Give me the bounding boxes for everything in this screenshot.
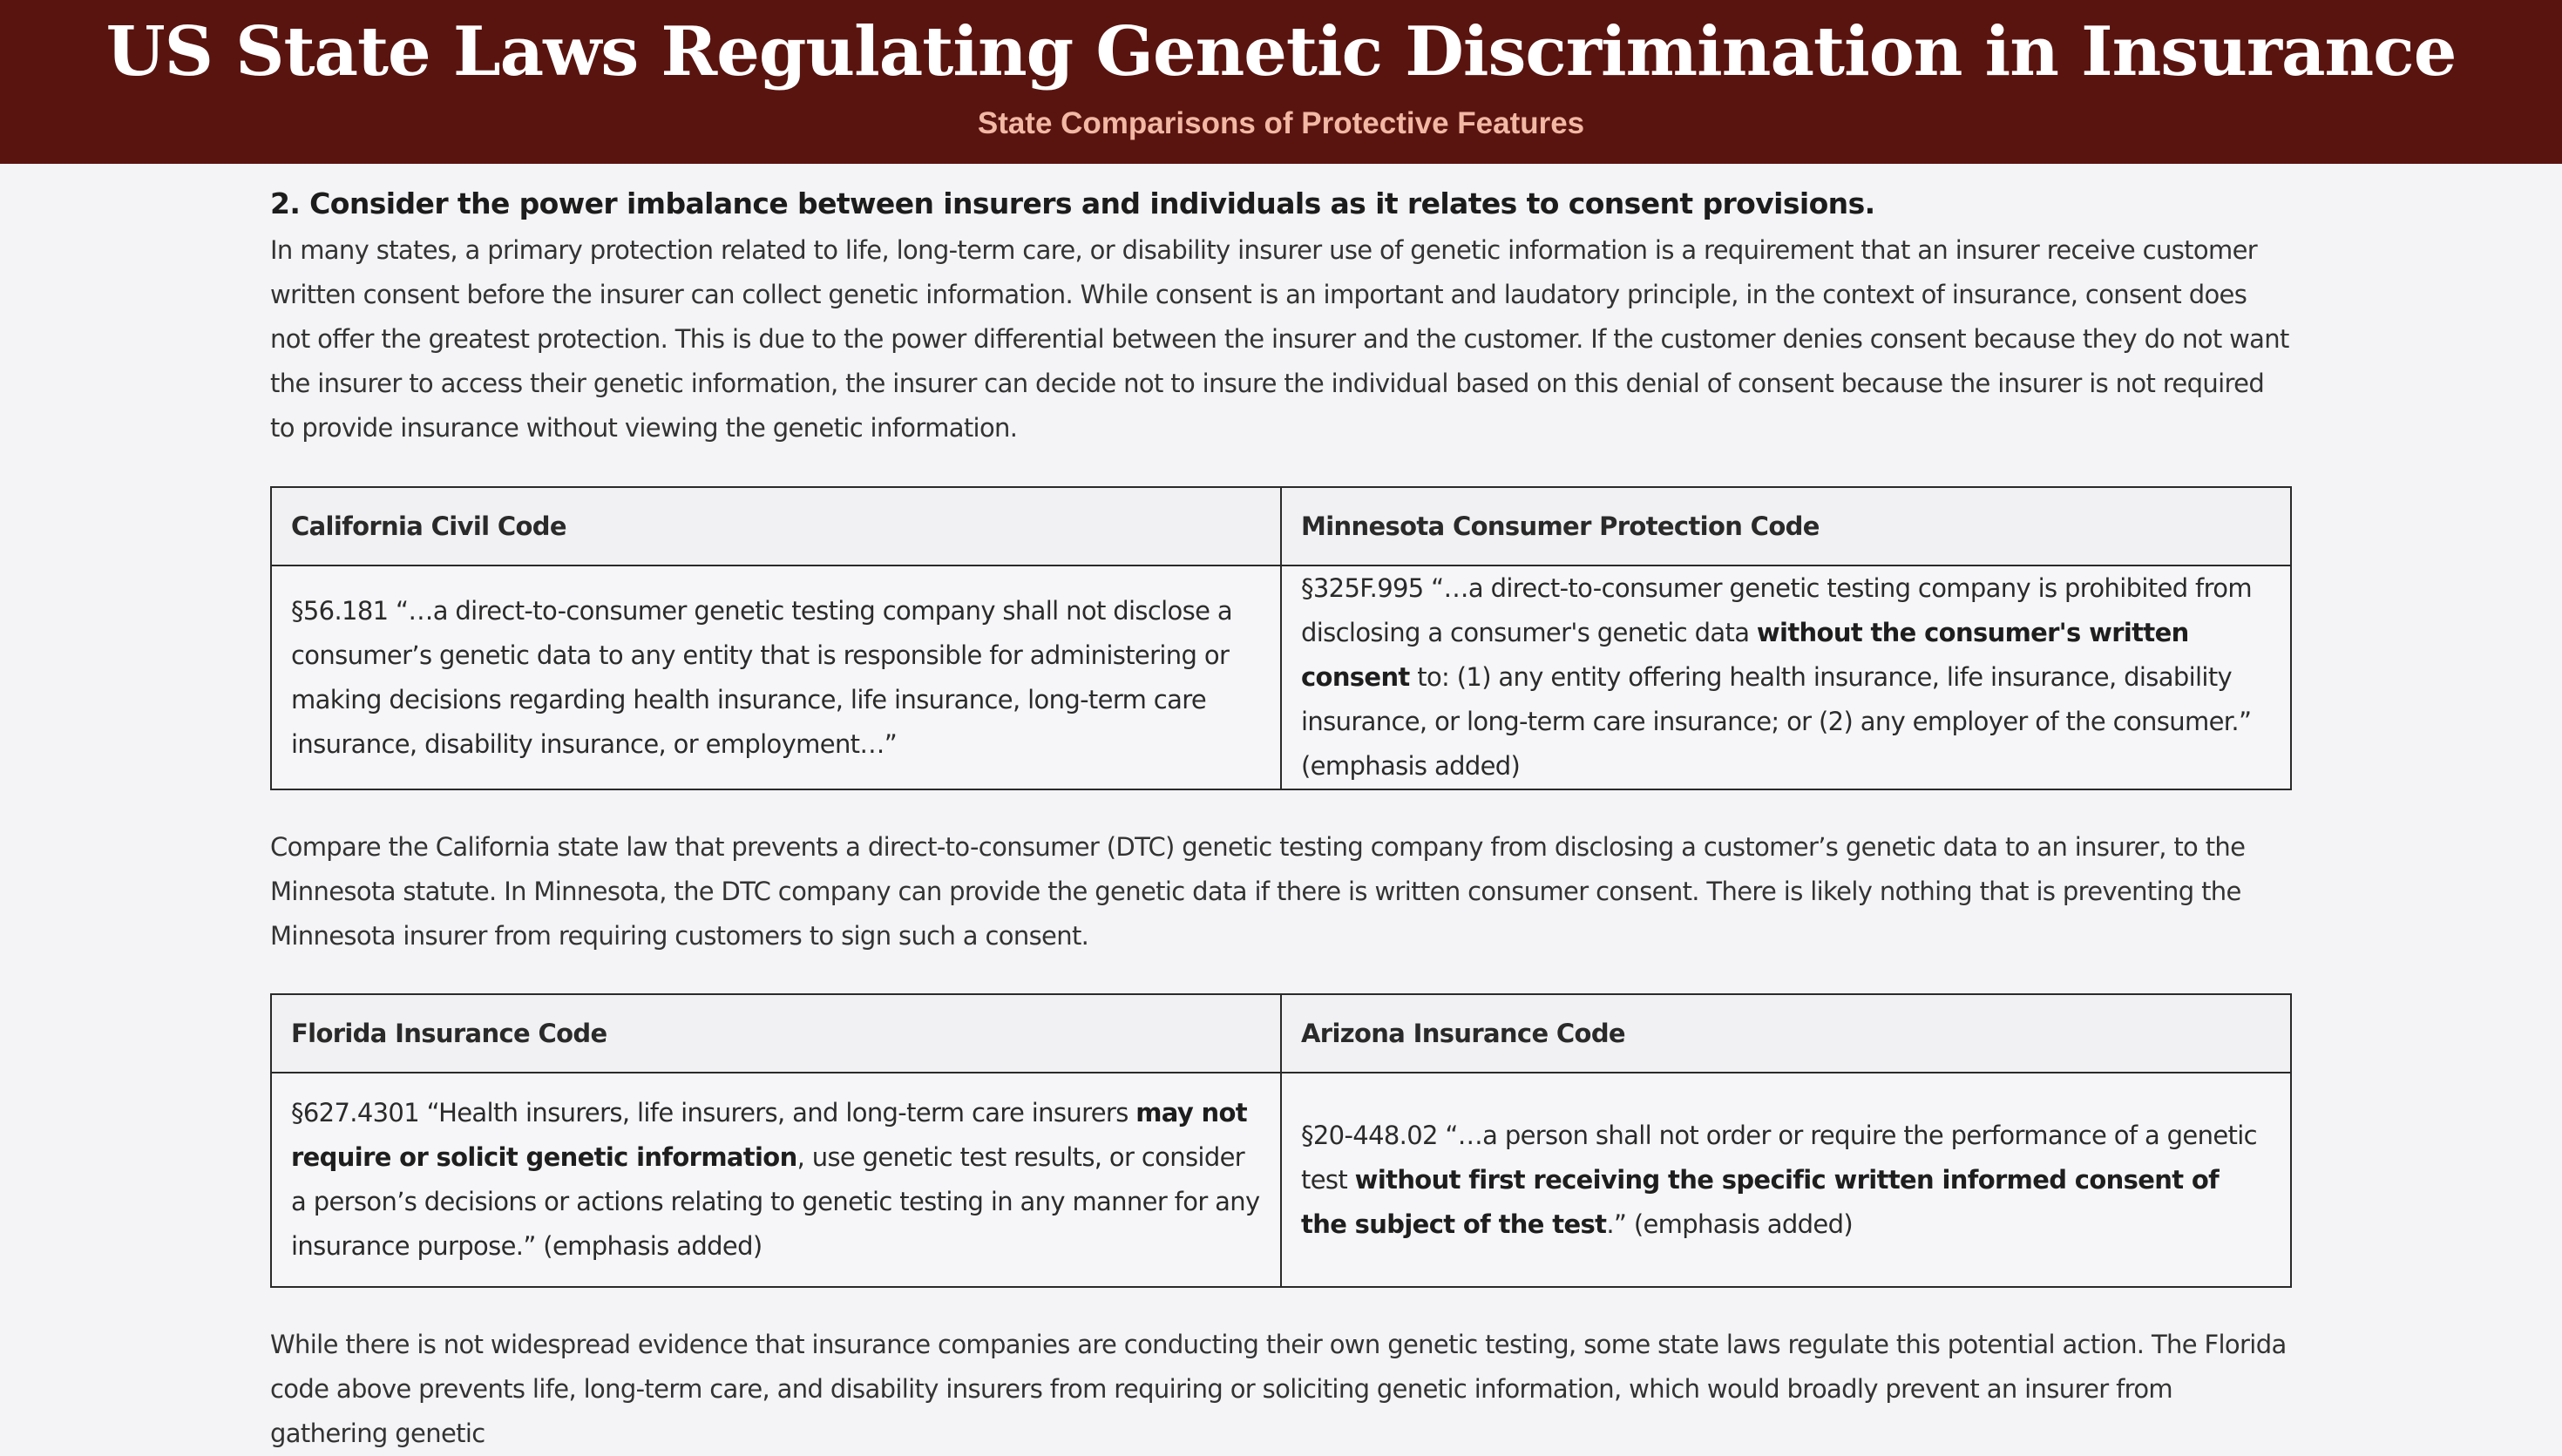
statute-text: §325F.995 “…a direct-to-consumer genetic testing company is prohibited from disclosing a consumer's genetic data (1301, 573, 2252, 647)
statute-text: §20-448.02 “…a person shall not order or require the performance of a genetic test (1301, 1120, 2257, 1195)
intro-paragraph: In many states, a primary protection related to life, long-term care, or disability insurer use of genetic information is a requirement that an insurer receive customer written consent before the insurer can collect genetic information. While consent is an important and laudatory principle, in the context of insurance, consent does not offer the greatest protection. This is due to the power differential between the insurer and the customer. If the customer denies consent because they do not want the insurer to access their genetic information, the insurer can decide not to insure the individual based on this denial of consent because the insurer is not required to provide insurance without viewing the genetic information. (270, 235, 2289, 443)
table-row (271, 1073, 2291, 1287)
california-statute-cell: §56.181 “…a direct-to-consumer genetic testing company shall not disclose a consumer’s genetic data to any entity that is responsible for administering or making decisions regarding health insurance, life insurance, long-term care insurance, disability insurance, or employment…” (271, 565, 1281, 789)
statute-emphasis: without the consumer's written consent (1301, 618, 2189, 692)
table-header-california: California Civil Code (271, 487, 1281, 565)
page-header (0, 0, 2562, 164)
statute-text: .” (emphasis added) (1606, 1209, 1854, 1239)
florida-statute-cell (271, 1073, 1281, 1287)
page-title: US State Laws Regulating Genetic Discrimination in Insurance (105, 12, 2457, 91)
table-header-row (271, 994, 2291, 1073)
statute-text: §627.4301 “Health insurers, life insurers, and long-term care insurers (291, 1098, 1136, 1128)
table-row (271, 565, 2291, 789)
table-header-arizona: Arizona Insurance Code (1281, 994, 2291, 1073)
table-header-row (271, 487, 2291, 565)
main-content (270, 164, 2292, 1456)
arizona-statute-cell (1281, 1073, 2291, 1287)
statute-emphasis: without first receiving the specific written informed consent of the subject of the test (1301, 1164, 2220, 1239)
section-heading: 2. Consider the power imbalance between insurers and individuals as it relates to consent provisions. (270, 186, 1875, 220)
minnesota-statute-cell (1281, 565, 2291, 789)
table-florida-arizona (270, 993, 2292, 1288)
table-header-minnesota: Minnesota Consumer Protection Code (1281, 487, 2291, 565)
table-header-florida: Florida Insurance Code (271, 994, 1281, 1073)
statute-text: to: (1) any entity offering health insurance, life insurance, disability insurance, or long-term care insurance; or (2) any employer of the consumer.” (emphasis added) (1301, 662, 2252, 781)
closing-paragraph: While there is not widespread evidence that insurance companies are conducting their own genetic testing, some state laws regulate this potential action. The Florida code above prevents life, long-term care, and disability insurers from requiring or soliciting genetic information, which would broadly prevent an insurer from gathering genetic (270, 1330, 2287, 1448)
compare-paragraph: Compare the California state law that prevents a direct-to-consumer (DTC) genetic testing company from disclosing a customer’s genetic data to an insurer, to the Minnesota statute. In Minnesota, the DTC company can provide the genetic data if there is written consumer consent. There is likely nothing that is preventing the Minnesota insurer from requiring customers to sign such a consent. (270, 832, 2246, 951)
page-subtitle: State Comparisons of Protective Features (977, 106, 1585, 140)
table-california-minnesota (270, 486, 2292, 790)
statute-emphasis: may not require or solicit genetic information (291, 1098, 1248, 1172)
statute-text: , use genetic test results, or consider a person’s decisions or actions relating to genetic testing in any manner for any insurance purpose.” (emphasis added) (291, 1142, 1260, 1261)
